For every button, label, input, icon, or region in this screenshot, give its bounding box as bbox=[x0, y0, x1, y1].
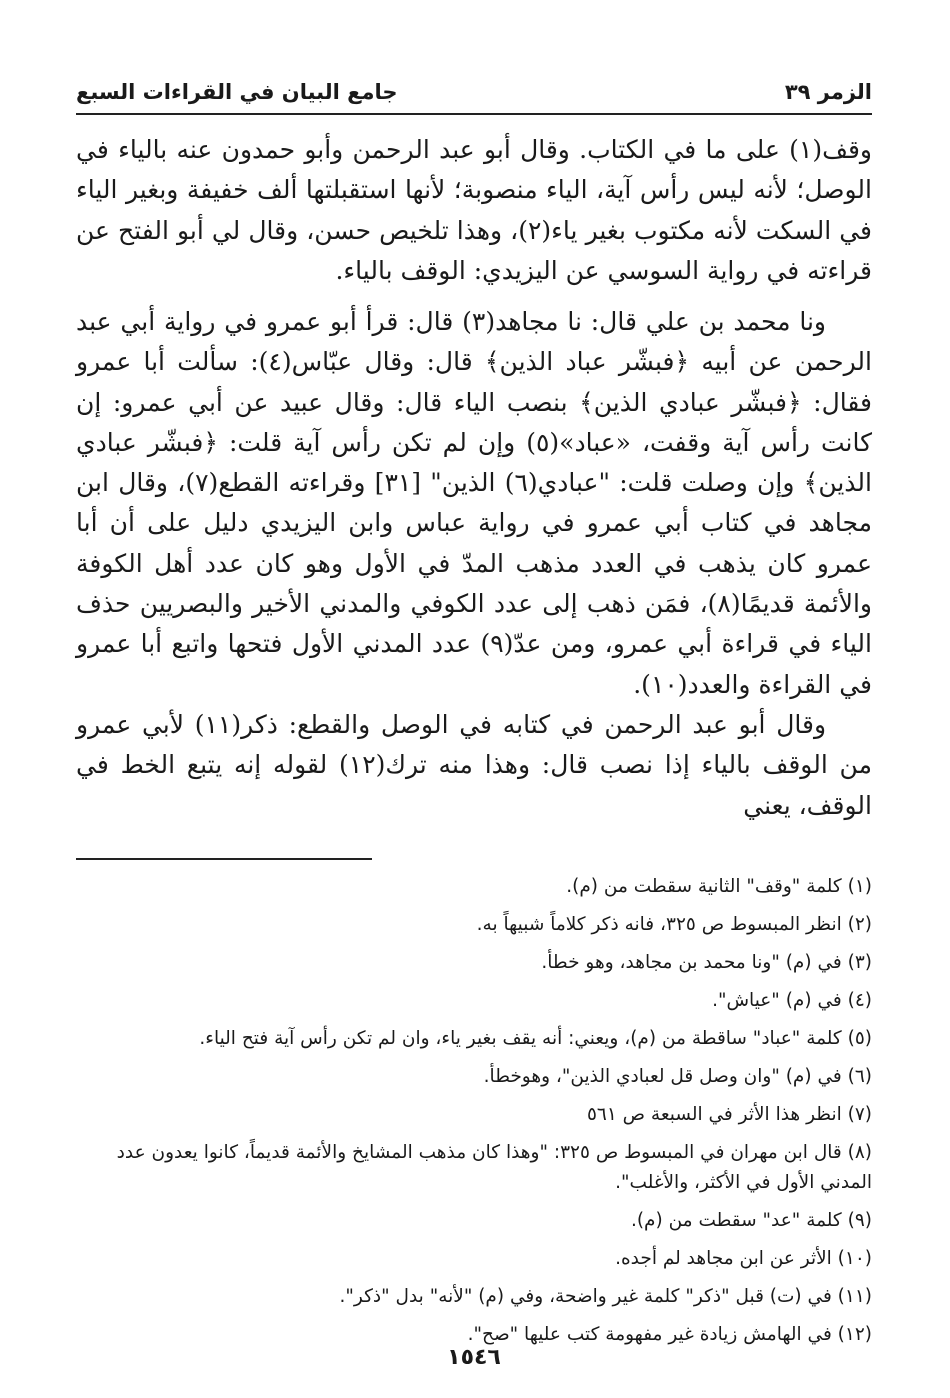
footnote-3: (٣) في (م) "ونا محمد بن مجاهد، وهو خطأ. bbox=[541, 952, 872, 973]
footnote-1: (١) كلمة "وقف" الثانية سقطت من (م). bbox=[566, 876, 872, 897]
page-number: ١٥٤٦ bbox=[447, 1345, 501, 1370]
footnote-divider bbox=[76, 858, 372, 860]
header-divider bbox=[76, 113, 872, 115]
footnote-9: (٩) كلمة "عد" سقطت من (م). bbox=[630, 1210, 872, 1231]
paragraph-2: ونا محمد بن علي قال: نا مجاهد(٣) قال: قرأ أبو عمرو في رواية أبي عبد الرحمن عن أبيه ﴿فبشّر عباد الذين﴾ قال: وقال عبّاس(٤): سألت أبا عمرو فقال: ﴿فبشّر عبادي الذين﴾ بنصب الياء قال: وقال عبيد عن أبي عمرو: إن كانت رأس آية وقفت، «عباد»(٥) وإن لم تكن رأس آية قلت: ﴿فبشّر عبادي الذين﴾ وإن وصلت قلت: "عبادي(٦) الذين" [٣١] وقراءته القطع(٧)، وقال ابن مجاهد في كتاب أبي عمرو في رواية عباس وابن اليزيدي دليل على أن أبا عمرو كان يذهب في العدد مذهب المدّ في الأول وهو كان عدد أهل الكوفة والأئمة قديمًا(٨)، فمَن ذهب إلى عدد الكوفي والمدني الأخير والبصريين حذف الياء في قراءة أبي عمرو، ومن عدّ(٩) عدد المدني الأول فتحها واتبع أبا عمرو في القراءة والعدد(١٠). bbox=[76, 307, 872, 699]
surah-section-title: الزمر ٣٩ bbox=[784, 80, 872, 104]
footnotes bbox=[76, 872, 872, 1358]
footnote-12: (١٢) في الهامش زيادة غير مفهومة كتب عليها "صح". bbox=[467, 1324, 872, 1345]
footnote-4: (٤) في (م) "عياش". bbox=[712, 990, 872, 1011]
footnote-7: (٧) انظر هذا الأثر في السبعة ص ٥٦١ bbox=[586, 1104, 872, 1125]
footnote-6: (٦) في (م) "وان وصل قل لعبادي الذين"، وهوخطأ. bbox=[483, 1066, 872, 1087]
paragraph-1: وقف(١) على ما في الكتاب. وقال أبو عبد الرحمن وأبو حمدون عنه بالياء في الوصل؛ لأنه ليس رأس آية، الياء منصوبة؛ لأنها استقبلتها ألف خفيفة وبغير الياء في السكت لأنه مكتوب بغير ياء(٢)، وهذا تلخيص حسن، وقال لي أبو الفتح عن قراءته في رواية السوسي عن اليزيدي: الوقف بالياء. bbox=[76, 135, 872, 285]
running-header bbox=[76, 76, 872, 112]
book-title: جامع البيان في القراءات السبع bbox=[76, 80, 398, 104]
main-text bbox=[76, 130, 872, 820]
footnote-2: (٢) انظر المبسوط ص ٣٢٥، فانه ذكر كلاماً شبيهاً به. bbox=[476, 914, 872, 935]
footnote-5: (٥) كلمة "عباد" ساقطة من (م)، ويعني: أنه يقف بغير ياء، وان لم تكن رأس آية فتح الياء. bbox=[199, 1028, 872, 1049]
footnote-11: (١١) في (ت) قبل "ذكر" كلمة غير واضحة، وفي (م) "لأنه" بدل "ذكر". bbox=[339, 1286, 872, 1307]
footnote-10: (١٠) الأثر عن ابن مجاهد لم أجده. bbox=[615, 1248, 872, 1269]
paragraph-3: وقال أبو عبد الرحمن في كتابه في الوصل والقطع: ذكر(١١) لأبي عمرو من الوقف بالياء إذا نصب قال: وهذا منه ترك(١٢) لقوله إنه يتبع الخط في الوقف، يعني bbox=[76, 710, 872, 820]
footnote-8: (٨) قال ابن مهران في المبسوط ص ٣٢٥: "وهذا كان مذهب المشايخ والأئمة قديماً، كانوا يعدون عدد المدني الأول في الأكثر، والأغلب". bbox=[116, 1142, 872, 1193]
book-page bbox=[76, 66, 872, 1386]
